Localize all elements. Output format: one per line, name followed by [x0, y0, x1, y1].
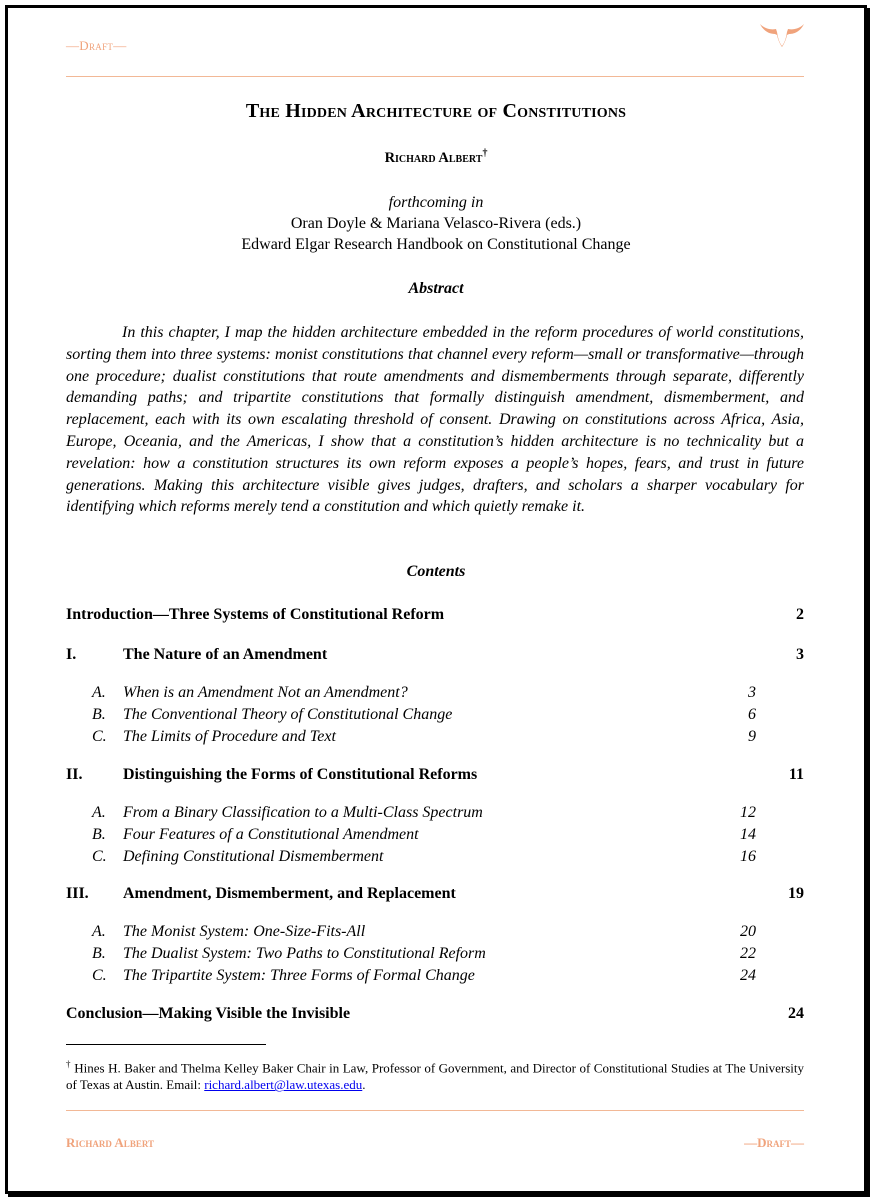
footer-draft-label: —Draft—	[744, 1135, 804, 1150]
book-line: Edward Elgar Research Handbook on Constitutional Change	[241, 236, 631, 253]
footer-author: Richard Albert	[66, 1135, 155, 1150]
toc-letter: B.	[92, 706, 106, 723]
toc-label: Conclusion—Making Visible the Invisible	[66, 1005, 351, 1022]
footnote-text: Hines H. Baker and Thelma Kelley Baker Chair in Law, Professor of Government, and Director of Constitutional Studies at The University of Texas at Austin. Email:	[66, 1060, 805, 1093]
editors-line: Oran Doyle & Mariana Velasco-Rivera (eds.)	[290, 215, 582, 232]
header-draft-label: —Draft—	[66, 38, 127, 53]
paper-author	[0, 148, 872, 167]
author-footnote-mark: †	[482, 148, 488, 159]
toc-letter: C.	[92, 848, 107, 865]
publication-info	[0, 192, 872, 255]
forthcoming-line: forthcoming in	[388, 194, 484, 211]
footer-rule	[66, 1110, 804, 1111]
toc-letter: A.	[92, 923, 106, 940]
toc-label: The Tripartite System: Three Forms of Formal Change	[123, 967, 475, 984]
toc-letter: A.	[92, 684, 106, 701]
toc-page: 16	[740, 848, 756, 865]
toc-letter: C.	[92, 728, 107, 745]
toc-letter: A.	[92, 804, 106, 821]
contents-heading: Contents	[406, 563, 466, 580]
toc-page: 6	[748, 706, 756, 723]
toc-letter: B.	[92, 945, 106, 962]
abstract-heading: Abstract	[408, 280, 464, 297]
toc-letter: B.	[92, 826, 106, 843]
toc-label: The Nature of an Amendment	[123, 646, 328, 663]
toc-number: III.	[66, 885, 89, 902]
abstract-text: In this chapter, I map the hidden architecture embedded in the reform procedures of world constitutions, sorting them into three systems: monist constitutions that channel every reform—small or transformative—through one procedure; dualist constitutions that route amendments and dismemberments through separate, differently demanding paths; and tripartite constitutions that formally distinguish amendment, dismemberment, and replacement, each with its own escalating threshold of consent. Drawing on constitutions across Africa, Asia, Europe, Oceania, and the Americas, I show that a constitution’s hidden architecture is no technicality but a revelation: how a constitution structures its own reform exposes a people’s hopes, fears, and trust in future generations. Making this architecture visible gives judges, drafters, and scholars a sharper vocabulary for identifying which reforms merely tend a constitution and which quietly remake it.	[66, 324, 804, 516]
toc-page: 14	[740, 826, 756, 843]
header-rule	[66, 76, 804, 77]
author-name: Richard Albert	[384, 149, 483, 166]
toc-number: II.	[66, 766, 83, 783]
toc-page: 3	[748, 684, 756, 701]
toc-page: 2	[796, 606, 804, 623]
toc-letter: C.	[92, 967, 107, 984]
toc-number: I.	[66, 646, 77, 663]
toc-page: 3	[796, 646, 804, 663]
toc-label: Amendment, Dismemberment, and Replacement	[123, 885, 456, 902]
footnote	[66, 1056, 804, 1093]
toc-label: The Conventional Theory of Constitutional Change	[123, 706, 453, 723]
toc-label: The Monist System: One-Size-Fits-All	[123, 923, 366, 940]
toc-label: The Dualist System: Two Paths to Constitutional Reform	[123, 945, 486, 962]
toc-page: 24	[740, 967, 756, 984]
paper-title: The Hidden Architecture of Constitutions	[245, 100, 627, 122]
toc-label: Four Features of a Constitutional Amendment	[123, 826, 419, 843]
toc-label: When is an Amendment Not an Amendment?	[123, 684, 408, 701]
footnote-mark: †	[66, 1059, 71, 1069]
toc-page: 24	[788, 1005, 804, 1022]
footnote-rule	[66, 1044, 266, 1045]
longhorn-icon	[759, 20, 805, 48]
email-link[interactable]: richard.albert@law.utexas.edu	[204, 1077, 363, 1093]
toc-label: From a Binary Classification to a Multi-Class Spectrum	[123, 804, 483, 821]
toc-page: 9	[748, 728, 756, 745]
toc-page: 12	[740, 804, 756, 821]
toc-page: 19	[788, 885, 804, 902]
toc-label: Distinguishing the Forms of Constitutional Reforms	[123, 766, 478, 783]
toc-label: Introduction—Three Systems of Constitutional Reform	[66, 606, 445, 623]
toc-page: 20	[740, 923, 756, 940]
toc-label: The Limits of Procedure and Text	[123, 728, 336, 745]
toc-page: 22	[740, 945, 756, 962]
toc-label: Defining Constitutional Dismemberment	[123, 848, 384, 865]
toc-page: 11	[788, 766, 804, 783]
footnote-end: .	[362, 1077, 366, 1093]
